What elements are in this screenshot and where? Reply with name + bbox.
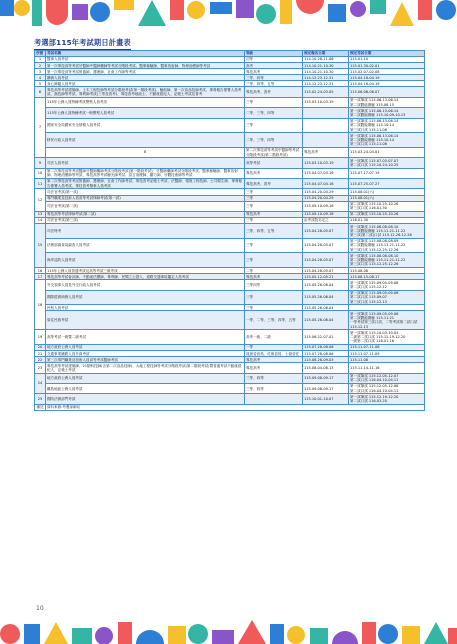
table-row — [35, 280, 425, 290]
table-row — [35, 97, 425, 107]
cell-level: 三等 — [245, 305, 303, 311]
page-number: 10 — [36, 605, 44, 612]
cell-exam-date: 115.07.25-07.27 — [349, 179, 425, 189]
cell-no: 22 — [35, 357, 46, 363]
cell-apply-date: 115.02.24-03.05 — [303, 87, 349, 97]
cell-level: 三等 — [245, 189, 303, 195]
cell-no: 3 — [35, 69, 46, 75]
cell-level: 高考 — [245, 63, 303, 69]
cell-no: 20 — [35, 345, 46, 351]
cell-apply-date: 115.03.10-03.19 — [303, 158, 349, 168]
document-title: 考選部115年考試期日計畫表 — [34, 38, 131, 50]
cell-exam-name: 專門職業及技術人員高等考試律師考試(第一試) — [46, 195, 245, 201]
cell-exam-name: 外交領事人員及外交行政人員考試 — [46, 280, 245, 290]
cell-exam-name: 第二次專技高等考試營養師、護理師、社會工作師考試、專技普考記帳士考試、法醫師、環境工程技師、公共衛生師、專責報告簽署人員考試、專技普考錄事人員考試 — [46, 179, 245, 189]
exam-schedule-table — [34, 50, 425, 411]
cell-apply-date: 115.07.28-08.06 — [303, 351, 349, 357]
cell-exam-date: 第一試筆試 115.09.05-09.06 第二試口試 115.12.12 — [349, 280, 425, 290]
cell-exam-name: 地方政府公務人員考試 — [46, 373, 245, 383]
cell-exam-date: 第一試筆試 115.12.05-12.06 第二試口試 116.04.10-04.11 — [349, 384, 425, 394]
cell-no: 25 — [35, 394, 46, 404]
cell-level: 專技高考、普考 — [245, 179, 303, 189]
cell-level: 三等 — [245, 238, 303, 253]
cell-exam-name: 司法人員考試 — [46, 158, 245, 168]
table-row — [35, 201, 425, 211]
cell-exam-name: 115年公務人員普通考試及高等考試三級考試 — [46, 268, 245, 274]
cell-exam-name: 司法官考試(第一試) — [46, 189, 245, 195]
cell-exam-date: 115.07.17-07.19 — [349, 168, 425, 178]
cell-apply-date: 115.05.12-05.21 — [303, 274, 349, 280]
cell-exam-name: 醫事人員考試 — [46, 57, 245, 63]
cell-exam-name: 國防法務部門考試 — [46, 394, 245, 404]
cell-exam-name: 第二次專技高等考試中醫師等考試分階段考試(第二階段考試) — [245, 147, 303, 157]
cell-apply-date: 115.04.20-04.29 — [303, 189, 349, 195]
cell-exam-name: 專技高等考試律師考試(第二試) — [46, 211, 245, 217]
cell-apply-date: 114.10.28-11.06 — [303, 57, 349, 63]
cell-level: 初等 — [245, 57, 303, 63]
cell-exam-date: 第二試筆試 115.10.25-10.26 — [349, 211, 425, 217]
cell-exam-name: 原住民族考試 — [46, 311, 245, 330]
cell-no: 13 — [35, 211, 46, 217]
cell-level: 專技高考 — [245, 69, 303, 75]
cell-exam-date: 115.11.14-11.16 — [349, 363, 425, 373]
cell-exam-name: 高等考試一級暨二級考試 — [46, 330, 245, 345]
cell-level: 一等、二等、三等、四等、五等 — [245, 311, 303, 330]
cell-no: 4 — [35, 75, 46, 81]
cell-no: 2 — [35, 63, 46, 69]
cell-apply-date: 115.04.28-05.07 — [303, 268, 349, 274]
cell-level: 三等四等 — [245, 280, 303, 290]
cell-exam-name: 115年公務人員特種考試一般警察人員考試 — [46, 108, 245, 118]
cell-no: 16 — [35, 268, 46, 274]
cell-exam-date: 115.04.18-04.19 — [349, 75, 425, 81]
cell-apply-date: 114.12.23-12.31 — [303, 81, 349, 87]
cell-apply-date: 115.10.01-10.07 — [303, 394, 349, 404]
table-row — [35, 168, 425, 178]
cell-level: 專技高考 — [245, 274, 303, 280]
cell-exam-date: 116.01.30 — [349, 218, 425, 224]
column-header-no: 序號 — [35, 51, 46, 57]
cell-level: 員級晉高員、佐級晉員、士級晉佐 — [245, 351, 303, 357]
cell-exam-date: 第一試筆試 115.12.05-12.07 第二試口試 116.04.10-04.11 — [349, 373, 425, 383]
cell-exam-name: 國際經濟商務人員考試 — [46, 290, 245, 305]
cell-no: 15 — [35, 224, 46, 268]
cell-exam-date: 第一試筆試 115.09.05-09.06 第二試口試 115.09.07 第三試口試 115.12.13 — [349, 290, 425, 305]
cell-apply-date: 115.08.28-09.03 — [303, 357, 349, 363]
cell-exam-name: 司法特考 — [46, 224, 245, 239]
cell-apply-date: 115.03.10-03.19 — [303, 97, 349, 107]
cell-no: 24 — [35, 373, 46, 394]
cell-level: 專技高考 — [245, 357, 303, 363]
cell-exam-date: 115.01.10 — [349, 57, 425, 63]
cell-no: 9 — [35, 158, 46, 168]
cell-apply-date — [303, 108, 349, 118]
cell-apply-date: 115.04.28-05.07 — [303, 253, 349, 268]
cell-apply-date: 115.05.26-06.04 — [303, 290, 349, 305]
table-row — [35, 133, 425, 148]
cell-exam-date: 第一試筆試 115.08.08-08.10 第二試體能測驗 115.11.21-11.22 第三試口試 115.12.25-12.26 — [349, 253, 425, 268]
table-row — [35, 118, 425, 133]
cell-apply-date: 115.07.28-08.06 — [303, 345, 349, 351]
cell-exam-name: 第一次專技高等考試營養師、護理師、社會工作師等考試 — [46, 69, 245, 75]
table-row — [35, 363, 425, 373]
cell-apply-date: 115.05.26-06.04 — [303, 280, 349, 290]
cell-apply-date: 115.09.10-09.16 — [303, 201, 349, 211]
column-header-exam-date: 預定考試日期 — [349, 51, 425, 57]
bottom-decorative-banner — [0, 618, 457, 644]
cell-exam-date: 第一試筆試 115.10.03-10.04 二級第二試口試 115.12.19-12.20 一級第二試口試 116.01.16 — [349, 330, 425, 345]
cell-apply-date: 115.09.08-09.17 — [303, 373, 349, 383]
cell-exam-date: 第一試筆試 115.06.13-06.14 第二試體能測驗 115.10.09-10.13 — [349, 108, 425, 118]
cell-exam-name: 司法官考試(第三試) — [46, 218, 245, 224]
cell-apply-date: 由考試院另定之 — [303, 218, 349, 224]
cell-exam-name: 國家安全局國家安全情報人員考試 — [46, 118, 245, 133]
cell-level: 專技高考、普考 — [245, 87, 303, 97]
cell-level — [245, 394, 303, 404]
cell-level: 三等 — [245, 218, 303, 224]
cell-exam-date: 115.08.01(六) — [349, 195, 425, 201]
table-footer-row — [35, 404, 425, 410]
cell-apply-date: 115.04.07-04.16 — [303, 179, 349, 189]
cell-exam-date: 115.11.08 — [349, 357, 425, 363]
cell-exam-date: 115.02.07-02.08 — [349, 69, 425, 75]
cell-exam-name: 海岸巡防人員考試 — [46, 253, 245, 268]
cell-level: 三等 — [245, 201, 303, 211]
cell-level: 高考一級、二級 — [245, 330, 303, 345]
cell-exam-date: 第一試筆試 115.07.03-07.07 第二試口試 115.10.24-10.25 — [349, 158, 425, 168]
cell-level: 三等 — [245, 253, 303, 268]
cell-apply-date: 114.10.21-10.30 — [303, 69, 349, 75]
table-row — [35, 108, 425, 118]
cell-exam-name: 移民行政人員考試 — [46, 133, 245, 148]
cell-level: 一等 — [245, 345, 303, 351]
cell-apply-date: 115.09.08-09.17 — [303, 384, 349, 394]
column-header-apply-date: 預定報名日期 — [303, 51, 349, 57]
cell-no: 12 — [35, 189, 46, 212]
cell-exam-date: 115.11.07-11.08 — [349, 345, 425, 351]
cell-exam-date: 115.08.08 — [349, 268, 425, 274]
cell-level: 三等、四等、五等 — [245, 224, 303, 239]
cell-apply-date: 115.05.26-06.04 — [303, 311, 349, 330]
table-row — [35, 253, 425, 268]
cell-no: 17 — [35, 274, 46, 280]
cell-exam-name: 交通事業鐵路人員升資考試 — [46, 351, 245, 357]
table-row — [35, 87, 425, 97]
cell-exam-name: 第三次專門職業及技術人員高等考試醫師考試 — [46, 357, 245, 363]
cell-exam-name: 專技高等考試建築師、土木工程技師等考試分階段考試(第一階段考試)、驗船師、第一次食品技師考試、專責報告簽署人員考試、漁技師等考試、專利師考試(三等及普考)、專技普考地政士、不動產經紀人、記帳士考試及普考 — [46, 87, 245, 97]
table-body — [35, 57, 425, 411]
cell-apply-date — [303, 118, 349, 133]
cell-no: 11 — [35, 179, 46, 189]
cell-apply-date: 115.08.04-08.13 — [303, 363, 349, 373]
column-header-name: 考試名稱 — [46, 51, 245, 57]
column-header-level: 等級 — [245, 51, 303, 57]
cell-apply-date: 115.05.26-06.04 — [303, 305, 349, 311]
table-row — [35, 373, 425, 383]
cell-exam-name: 關務人員考試 — [46, 75, 245, 81]
cell-exam-date: 第一試筆試 115.06.13-06.14 第二試體能測驗 115.08.15 — [349, 97, 425, 107]
cell-apply-date: 114.10.21-10.30 — [303, 63, 349, 69]
cell-no: 7 — [35, 97, 46, 157]
cell-no: 1 — [35, 57, 46, 63]
cell-exam-name: 專技高等考試建築師、21類科技師(含第二次食品技師)、大地工程技師等考試分階段考試(第二階段考試)暨普通考試不動產經紀人、記帳士考試 — [46, 363, 245, 373]
cell-exam-name: 115年公務人員特種考試警察人員考試 — [46, 97, 245, 107]
cell-apply-date: 115.09.10-09.16 — [303, 211, 349, 217]
cell-no: 21 — [35, 351, 46, 357]
table-row — [35, 238, 425, 253]
cell-level: 三等 — [245, 97, 303, 107]
cell-exam-name: 身心障礙人員考試 — [46, 81, 245, 87]
cell-level: 專技高考 — [245, 211, 303, 217]
footer-label: 備註 — [36, 405, 44, 410]
cell-exam-name: 第二次專技高等考試醫師牙醫師藥師考試分階段考試(第一階段考試)、牙醫師藥師考試分階段考試、醫事檢驗師、醫事放射師、物理治療師等考試、專技高等考試驗光師考試、語言治療師、聽力師、牙體技術師等考試 — [46, 168, 245, 178]
cell-exam-date: 第二試筆試 115.10.25-10.26 第三試口試 116.01.30 — [349, 201, 425, 211]
cell-no: 6 — [35, 87, 46, 97]
cell-exam-date: 第一試筆試 115.06.13-06.14 第二試體能測驗 115.10.14 第三試口試 115.11.08 — [349, 133, 425, 148]
cell-exam-date: 第一試筆試 115.08.08-08.10 第二試體能測驗 115.11.21-11.22 第三試(第二試)口試 115.12.26-12.26 — [349, 224, 425, 239]
table-row — [35, 394, 425, 404]
cell-level: 三等 — [245, 195, 303, 201]
cell-apply-date: 115.06.22-07.01 — [303, 330, 349, 345]
cell-no: 19 — [35, 330, 46, 345]
cell-exam-date: 115.08.01(六) — [349, 189, 425, 195]
cell-no: 23 — [35, 363, 46, 373]
cell-apply-date: 115.04.20-04.29 — [303, 195, 349, 201]
cell-apply-date: 115.03.24-04.01 — [349, 147, 425, 157]
cell-no: 8 — [46, 147, 245, 157]
cell-level: 專技高考 — [245, 363, 303, 373]
table-row — [35, 147, 425, 157]
table-row — [35, 311, 425, 330]
table-row — [35, 290, 425, 305]
cell-exam-name: 法務部調查局調查人員考試 — [46, 238, 245, 253]
cell-level: 二等 — [245, 268, 303, 274]
cell-apply-date — [303, 133, 349, 148]
cell-apply-date: 115.04.28-05.07 — [303, 238, 349, 253]
cell-level: 高等考試 — [245, 158, 303, 168]
cell-level: 專技高考 — [245, 168, 303, 178]
cell-exam-date: 115.04.18-04.19 — [349, 81, 425, 87]
cell-no: 14 — [35, 218, 46, 224]
footer-source: 資料來源:考選部網站 — [46, 404, 425, 410]
cell-apply-date: 115.04.07-04.16 — [303, 168, 349, 178]
table-row — [35, 384, 425, 394]
cell-level: 二等、三等、四等 — [245, 133, 303, 148]
cell-exam-date: 第一試筆試 115.09.05-09.06 第二試體能測驗 115.11.21 一等考試第三試口試、二等考試第二試口試 115.12.13 — [349, 311, 425, 330]
cell-exam-name: 民航人員考試 — [46, 305, 245, 311]
cell-exam-date: 第一試筆試 115.06.13-06.14 第二試體能測驗 115.10.14 第三試口試 115.11.08 — [349, 118, 425, 133]
cell-level: 三等、四等 — [245, 384, 303, 394]
cell-exam-date: 115.06.06-06.07 — [349, 87, 425, 97]
cell-exam-name: 司法官考試(第二試) — [46, 201, 245, 211]
cell-no: 5 — [35, 81, 46, 87]
cell-exam-name: 第一次專技高等考試牙醫師中醫師藥師等考試分階段考試、醫事檢驗師、醫事放射師、物理治療師等考試 — [46, 63, 245, 69]
cell-apply-date: 115.04.28-05.07 — [303, 224, 349, 239]
cell-exam-date: 115.08.15-08.17 — [349, 274, 425, 280]
cell-level: 二等、三等、四等 — [245, 108, 303, 118]
table-row — [35, 179, 425, 189]
cell-exam-date: 第一試筆試 115.08.08-08.09 第二試體能測驗 115.11.21-11.22 第三試口試 115.12.25-12.26 — [349, 238, 425, 253]
top-decorative-banner — [0, 0, 457, 26]
cell-exam-date: 115.01.30-02.01 — [349, 63, 425, 69]
cell-no: 10 — [35, 168, 46, 178]
cell-exam-name: 地方政府公務人員考試 — [46, 345, 245, 351]
cell-level: 三等、四等 — [245, 75, 303, 81]
cell-level: 三等、四等 — [245, 373, 303, 383]
cell-exam-name: 離島地區公務人員考試 — [46, 384, 245, 394]
cell-level: 三等 — [245, 290, 303, 305]
table-row — [35, 158, 425, 168]
cell-level: 專技高考 — [303, 147, 349, 157]
cell-no: 18 — [35, 280, 46, 330]
table-row — [35, 330, 425, 345]
cell-apply-date: 114.12.23-12.31 — [303, 75, 349, 81]
cell-exam-date: 115.11.07-11.09 — [349, 351, 425, 357]
cell-level: 三等、四等、五等 — [245, 81, 303, 87]
cell-exam-date: 第一試筆試 115.12.19-12.20 第二試口試 116.03.20 — [349, 394, 425, 404]
cell-level: 三等 — [245, 118, 303, 133]
table-row — [35, 224, 425, 239]
cell-exam-name: 專技高等考試會計師、不動產估價師、專利師、民間之公證人、道路交通事故鑑定人員考試 — [46, 274, 245, 280]
